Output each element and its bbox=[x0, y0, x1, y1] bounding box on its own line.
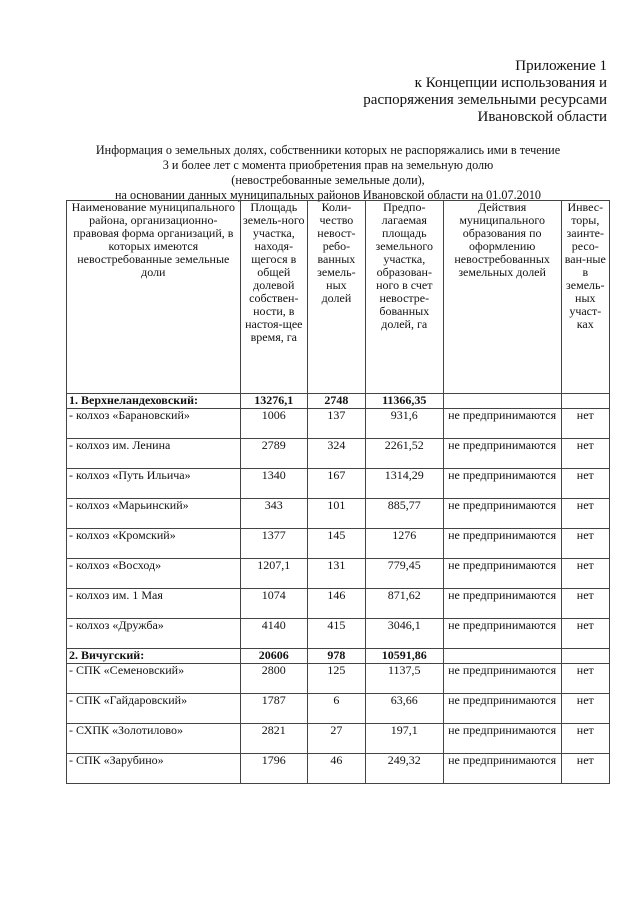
table-header-row bbox=[67, 201, 610, 394]
planned-area-value: 779,45 bbox=[365, 559, 443, 589]
action-value: не предпринимаются bbox=[443, 529, 561, 559]
land-shares-table bbox=[66, 200, 610, 784]
area-value: 343 bbox=[240, 499, 307, 529]
organization-name: - колхоз «Восход» bbox=[67, 559, 241, 589]
action-value: не предпринимаются bbox=[443, 664, 561, 694]
planned-area-value: 1276 bbox=[365, 529, 443, 559]
table-row bbox=[67, 469, 610, 499]
table-row bbox=[67, 409, 610, 439]
appendix-line: Приложение 1 bbox=[515, 58, 607, 74]
header-investors: Инвес-торы, заинте-ресо-ван-ные в земель-ных участ-ках bbox=[561, 201, 609, 394]
table-row bbox=[67, 664, 610, 694]
area-value: 1207,1 bbox=[240, 559, 307, 589]
planned-area-value: 885,77 bbox=[365, 499, 443, 529]
organization-name: - колхоз «Барановский» bbox=[67, 409, 241, 439]
investors-value: нет bbox=[561, 724, 609, 754]
planned-area-value: 249,32 bbox=[365, 754, 443, 784]
shares-value: 125 bbox=[307, 664, 365, 694]
investors-value: нет bbox=[561, 619, 609, 649]
planned-area-value: 3046,1 bbox=[365, 619, 443, 649]
title-line: (невостребованные земельные доли), bbox=[231, 173, 425, 187]
area-value: 1340 bbox=[240, 469, 307, 499]
table-row bbox=[67, 754, 610, 784]
table-row bbox=[67, 619, 610, 649]
header-planned: Предпо-лагаемая площадь земельного участка, образован-ного в счет невостре-бованных долей, га bbox=[365, 201, 443, 394]
action-value: не предпринимаются bbox=[443, 559, 561, 589]
organization-name: - колхоз «Дружба» bbox=[67, 619, 241, 649]
appendix-heading bbox=[363, 58, 607, 126]
planned-area-value: 871,62 bbox=[365, 589, 443, 619]
district-name: 2. Вичугский: bbox=[67, 649, 241, 664]
planned-area-value: 1314,29 bbox=[365, 469, 443, 499]
area-value: 2789 bbox=[240, 439, 307, 469]
district-shares: 2748 bbox=[307, 394, 365, 409]
district-action bbox=[443, 394, 561, 409]
shares-value: 131 bbox=[307, 559, 365, 589]
district-planned: 10591,86 bbox=[365, 649, 443, 664]
district-action bbox=[443, 649, 561, 664]
shares-value: 146 bbox=[307, 589, 365, 619]
organization-name: - колхоз «Кромский» bbox=[67, 529, 241, 559]
investors-value: нет bbox=[561, 664, 609, 694]
planned-area-value: 63,66 bbox=[365, 694, 443, 724]
document-title bbox=[64, 143, 592, 203]
action-value: не предпринимаются bbox=[443, 754, 561, 784]
district-row bbox=[67, 649, 610, 664]
table-row bbox=[67, 589, 610, 619]
planned-area-value: 197,1 bbox=[365, 724, 443, 754]
area-value: 1006 bbox=[240, 409, 307, 439]
shares-value: 415 bbox=[307, 619, 365, 649]
investors-value: нет bbox=[561, 754, 609, 784]
investors-value: нет bbox=[561, 499, 609, 529]
shares-value: 46 bbox=[307, 754, 365, 784]
investors-value: нет bbox=[561, 529, 609, 559]
table-row bbox=[67, 694, 610, 724]
district-investors bbox=[561, 649, 609, 664]
area-value: 1796 bbox=[240, 754, 307, 784]
investors-value: нет bbox=[561, 409, 609, 439]
district-investors bbox=[561, 394, 609, 409]
organization-name: - СПК «Гайдаровский» bbox=[67, 694, 241, 724]
header-action: Действия муниципального образования по оформлению невостребованных земельных долей bbox=[443, 201, 561, 394]
table-row bbox=[67, 559, 610, 589]
organization-name: - СПК «Зарубино» bbox=[67, 754, 241, 784]
shares-value: 324 bbox=[307, 439, 365, 469]
table-row bbox=[67, 529, 610, 559]
area-value: 2821 bbox=[240, 724, 307, 754]
shares-value: 167 bbox=[307, 469, 365, 499]
shares-value: 27 bbox=[307, 724, 365, 754]
investors-value: нет bbox=[561, 439, 609, 469]
appendix-line: распоряжения земельными ресурсами bbox=[363, 92, 607, 108]
district-shares: 978 bbox=[307, 649, 365, 664]
action-value: не предпринимаются bbox=[443, 439, 561, 469]
action-value: не предпринимаются bbox=[443, 619, 561, 649]
shares-value: 137 bbox=[307, 409, 365, 439]
table-row bbox=[67, 439, 610, 469]
investors-value: нет bbox=[561, 694, 609, 724]
action-value: не предпринимаются bbox=[443, 499, 561, 529]
shares-value: 6 bbox=[307, 694, 365, 724]
organization-name: - колхоз им. Ленина bbox=[67, 439, 241, 469]
area-value: 1074 bbox=[240, 589, 307, 619]
title-line: 3 и более лет с момента приобретения прав на земельную долю bbox=[162, 158, 494, 172]
action-value: не предпринимаются bbox=[443, 724, 561, 754]
planned-area-value: 1137,5 bbox=[365, 664, 443, 694]
planned-area-value: 931,6 bbox=[365, 409, 443, 439]
table-row bbox=[67, 724, 610, 754]
action-value: не предпринимаются bbox=[443, 694, 561, 724]
appendix-line: к Концепции использования и bbox=[414, 75, 607, 91]
district-row bbox=[67, 394, 610, 409]
area-value: 4140 bbox=[240, 619, 307, 649]
action-value: не предпринимаются bbox=[443, 589, 561, 619]
organization-name: - СХПК «Золотилово» bbox=[67, 724, 241, 754]
shares-value: 101 bbox=[307, 499, 365, 529]
organization-name: - СПК «Семеновский» bbox=[67, 664, 241, 694]
organization-name: - колхоз «Марьинский» bbox=[67, 499, 241, 529]
organization-name: - колхоз им. 1 Мая bbox=[67, 589, 241, 619]
district-name: 1. Верхнеландеховский: bbox=[67, 394, 241, 409]
area-value: 1787 bbox=[240, 694, 307, 724]
area-value: 2800 bbox=[240, 664, 307, 694]
planned-area-value: 2261,52 bbox=[365, 439, 443, 469]
shares-value: 145 bbox=[307, 529, 365, 559]
area-value: 1377 bbox=[240, 529, 307, 559]
district-planned: 11366,35 bbox=[365, 394, 443, 409]
title-line: Информация о земельных долях, собственники которых не распоряжались ими в течение bbox=[95, 143, 561, 157]
action-value: не предпринимаются bbox=[443, 409, 561, 439]
district-area: 20606 bbox=[240, 649, 307, 664]
title-line: на основании данных муниципальных районов Ивановской области на 01.07.2010 bbox=[114, 188, 542, 202]
header-area: Площадь земель-ного участка, находя-щегося в общей долевой собствен-ности, в настоя-щее время, га bbox=[240, 201, 307, 394]
investors-value: нет bbox=[561, 559, 609, 589]
appendix-line: Ивановской области bbox=[477, 109, 607, 125]
district-area: 13276,1 bbox=[240, 394, 307, 409]
investors-value: нет bbox=[561, 469, 609, 499]
organization-name: - колхоз «Путь Ильича» bbox=[67, 469, 241, 499]
investors-value: нет bbox=[561, 589, 609, 619]
header-name: Наименование муниципального района, организационно-правовая форма организаций, в которых имеются невостребованные земельные доли bbox=[67, 201, 241, 394]
action-value: не предпринимаются bbox=[443, 469, 561, 499]
header-shares: Коли-чество невост-ребо-ванных земель-ных долей bbox=[307, 201, 365, 394]
table-row bbox=[67, 499, 610, 529]
